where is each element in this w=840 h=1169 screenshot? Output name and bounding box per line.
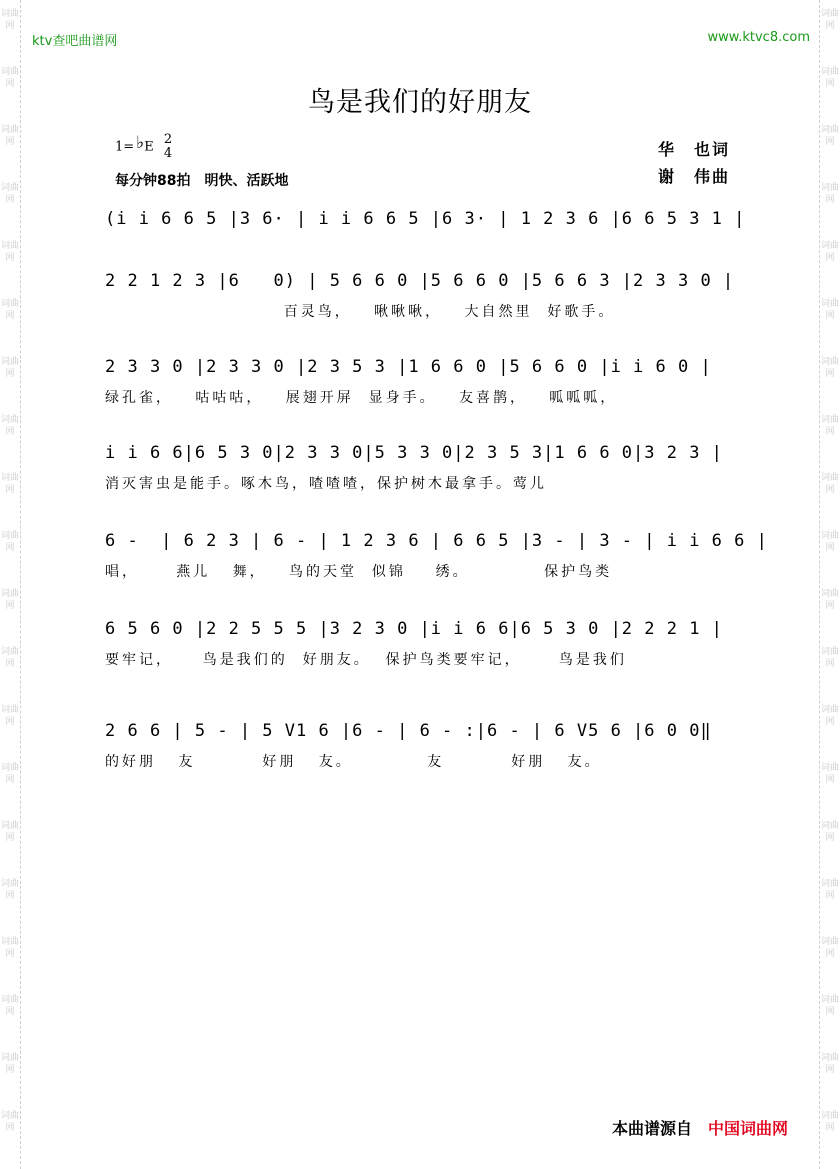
- watermark: 词曲网: [820, 937, 839, 959]
- watermark: 词曲网: [820, 879, 839, 901]
- watermark: 词曲网: [0, 995, 19, 1017]
- watermark: 词曲网: [0, 415, 19, 437]
- flat-icon: ♭: [136, 132, 145, 153]
- watermark: 词曲网: [820, 67, 839, 89]
- watermark: 词曲网: [820, 299, 839, 321]
- watermark: 词曲网: [0, 821, 19, 843]
- watermark: 词曲网: [820, 241, 839, 263]
- watermark: 词曲网: [0, 299, 19, 321]
- watermark: 词曲网: [820, 763, 839, 785]
- composer-credit: 谢 伟曲: [658, 167, 731, 186]
- key-signature: [115, 133, 172, 161]
- lyric-line: 唱， 燕儿 舞， 鸟的天堂 似锦 绣。 保护鸟类: [105, 564, 613, 580]
- watermark: 词曲网: [0, 357, 19, 379]
- watermark: 词曲网: [820, 1111, 839, 1133]
- watermark: 词曲网: [0, 589, 19, 611]
- watermark: 词曲网: [0, 241, 19, 263]
- time-bottom: 4: [163, 146, 173, 161]
- watermark: 词曲网: [820, 995, 839, 1017]
- lyric-line: 要牢记， 鸟是我们的 好朋友。 保护鸟类要牢记， 鸟是我们: [105, 652, 627, 668]
- watermark: 词曲网: [820, 357, 839, 379]
- watermark: 词曲网: [0, 67, 19, 89]
- watermark: 词曲网: [0, 647, 19, 669]
- source-url: www.ktvc8.com: [707, 30, 810, 45]
- key-prefix: 1=: [115, 139, 135, 155]
- numbered-notes: 2 6 6 | 5 - | 5 V1 6 |6 - | 6 - :|6 - | 6 V5 6 |6 0 0‖: [105, 721, 712, 741]
- watermark: 词曲网: [820, 705, 839, 727]
- lyric-line: 绿孔雀， 咕咕咕， 展翅开屏 显身手。 友喜鹊， 呱呱呱，: [105, 390, 618, 406]
- watermark: 词曲网: [0, 183, 19, 205]
- watermark: 词曲网: [0, 1053, 19, 1075]
- watermark: 词曲网: [0, 937, 19, 959]
- watermark: 词曲网: [0, 879, 19, 901]
- numbered-notes: 6 5 6 0 |2 2 5 5 5 |3 2 3 0 |i i 6 6|6 5 3 0 |2 2 2 1 |: [105, 619, 723, 639]
- time-top: 2: [163, 132, 173, 147]
- watermark: 词曲网: [0, 763, 19, 785]
- watermark: 词曲网: [0, 9, 19, 31]
- lyric-line: 百灵鸟， 啾啾啾， 大自然里 好歌手。: [105, 304, 616, 320]
- left-watermark-strip: [0, 0, 21, 1169]
- watermark: 词曲网: [820, 647, 839, 669]
- watermark: 词曲网: [820, 531, 839, 553]
- watermark: 词曲网: [820, 415, 839, 437]
- lyricist-credit: 华 也词: [658, 140, 731, 159]
- watermark: 词曲网: [820, 183, 839, 205]
- numbered-notes: (i i 6 6 5 |3 6· | i i 6 6 5 |6 3· | 1 2 3 6 |6 6 5 3 1 |: [105, 209, 746, 229]
- watermark: 词曲网: [820, 473, 839, 495]
- source-site-label: ktv查吧曲谱网: [32, 34, 118, 49]
- watermark: 词曲网: [0, 473, 19, 495]
- numbered-notes: 2 3 3 0 |2 3 3 0 |2 3 5 3 |1 6 6 0 |5 6 6 0 |i i 6 0 |: [105, 357, 712, 377]
- watermark: 词曲网: [0, 531, 19, 553]
- numbered-notes: 6 - | 6 2 3 | 6 - | 1 2 3 6 | 6 6 5 |3 - | 3 - | i i 6 6 |: [105, 531, 768, 551]
- time-signature: [164, 133, 172, 161]
- footer-label: 本曲谱源自: [612, 1119, 693, 1138]
- watermark: 词曲网: [820, 1053, 839, 1075]
- right-watermark-strip: [819, 0, 840, 1169]
- watermark: 词曲网: [820, 9, 839, 31]
- watermark: 词曲网: [820, 125, 839, 147]
- song-title: 鸟是我们的好朋友: [308, 87, 532, 118]
- key-note: E: [144, 139, 154, 155]
- lyric-line: 消灭害虫是能手。啄木鸟，喳喳喳，保护树木最拿手。莺儿: [105, 476, 547, 492]
- footer-site-link[interactable]: 中国词曲网: [708, 1119, 789, 1138]
- watermark: 词曲网: [820, 589, 839, 611]
- watermark: 词曲网: [0, 125, 19, 147]
- numbered-notes: i i 6 6|6 5 3 0|2 3 3 0|5 3 3 0|2 3 5 3|1 6 6 0|3 2 3 |: [105, 443, 723, 463]
- tempo-marking: 每分钟88拍 明快、活跃地: [115, 173, 289, 189]
- watermark: 词曲网: [820, 821, 839, 843]
- numbered-notes: 2 2 1 2 3 |6 0) | 5 6 6 0 |5 6 6 0 |5 6 6 3 |2 3 3 0 |: [105, 271, 735, 291]
- footer-credit: [612, 1116, 788, 1139]
- watermark: 词曲网: [0, 705, 19, 727]
- watermark: 词曲网: [0, 1111, 19, 1133]
- lyric-line: 的好朋 友 好朋 友。 友 好朋 友。: [105, 754, 602, 770]
